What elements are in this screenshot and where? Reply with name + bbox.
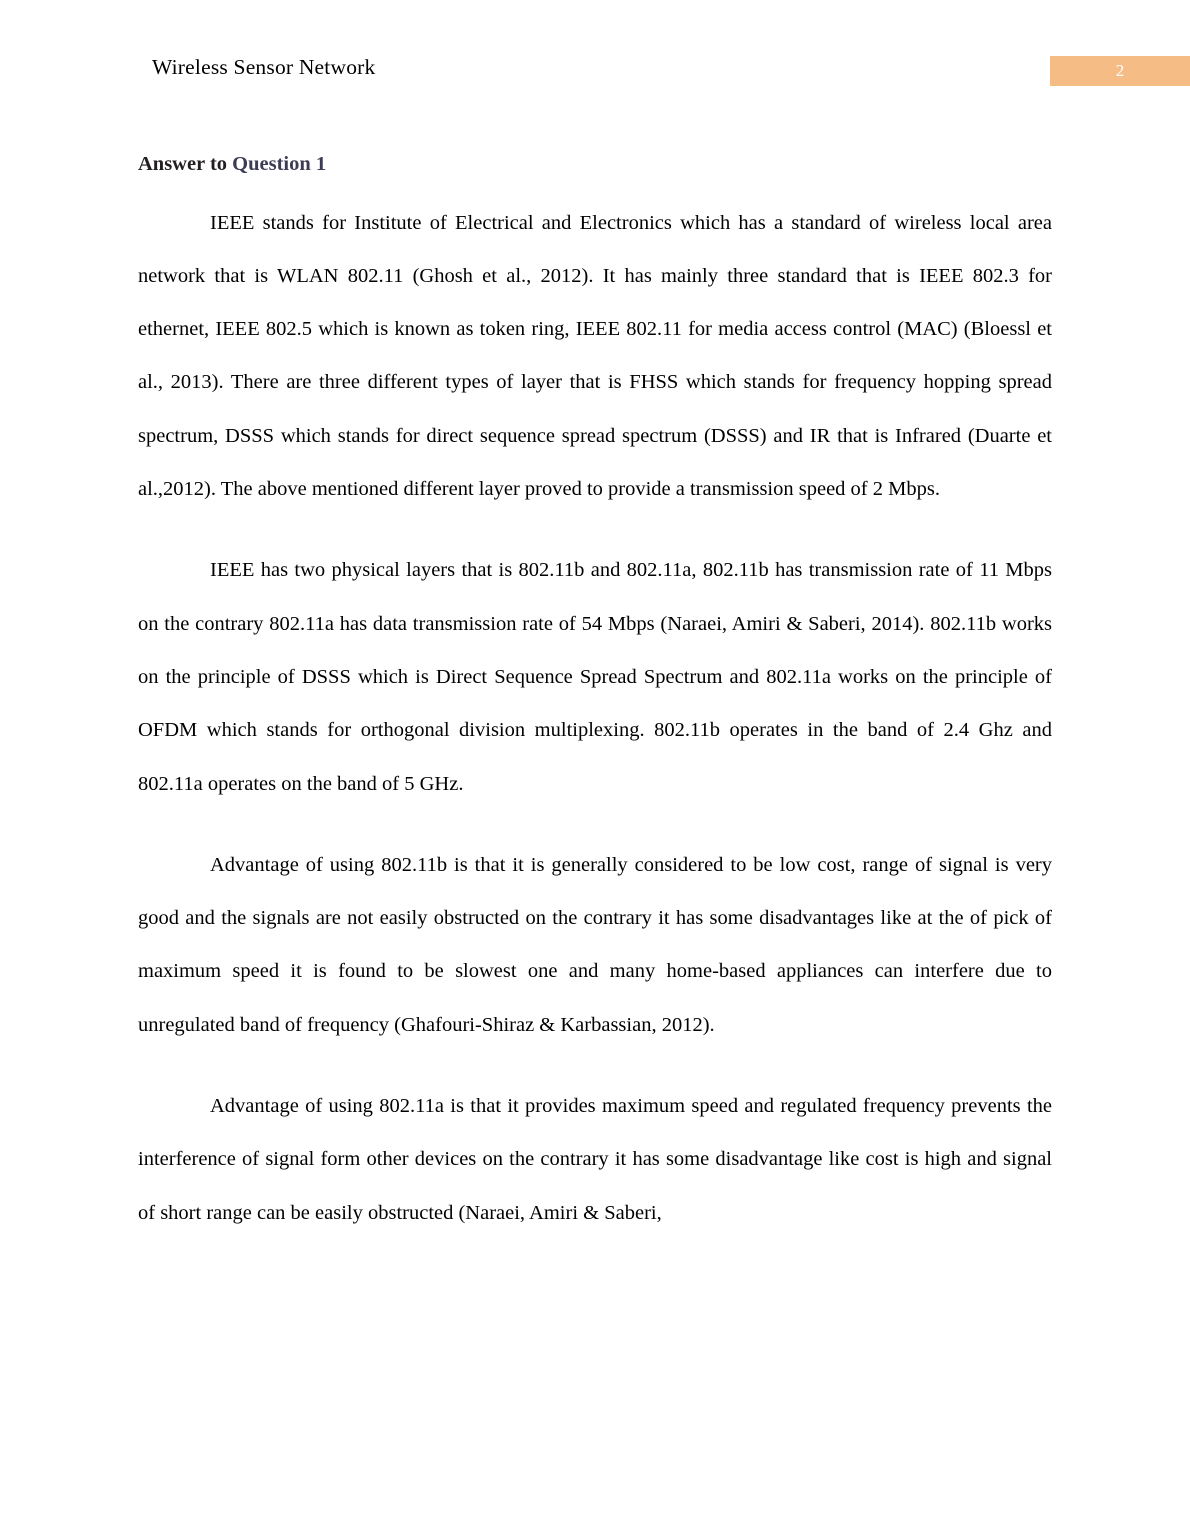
header-document-title: Wireless Sensor Network xyxy=(152,55,376,79)
paragraph: Advantage of using 802.11b is that it is generally considered to be low cost, range of signal is very good and the signals are not easily obstructed on the contrary it has some disadvantages like at the of pick of maximum speed it is found to be slowest one and many home-based appliances can interfere due to unregulated band of frequency (Ghafouri-Shiraz & Karbassian, 2012). xyxy=(138,853,1052,1036)
document-body xyxy=(138,152,1052,1240)
section-heading-prefix: Answer to xyxy=(138,153,233,175)
page-header xyxy=(0,0,1190,110)
paragraph: IEEE has two physical layers that is 802.11b and 802.11a, 802.11b has transmission rate of 11 Mbps on the contrary 802.11a has data transmission rate of 54 Mbps (Naraei, Amiri & Saberi, 2014). 802.11b works on the principle of DSSS which is Direct Sequence Spread Spectrum and 802.11a works on the principle of OFDM which stands for orthogonal division multiplexing. 802.11b operates in the band of 2.4 Ghz and 802.11a operates on the band of 5 GHz. xyxy=(138,559,1052,795)
paragraph: Advantage of using 802.11a is that it provides maximum speed and regulated frequency prevents the interference of signal form other devices on the contrary it has some disadvantage like cost is high and signal of short range can be easily obstructed (Naraei, Amiri & Saberi, xyxy=(138,1095,1052,1224)
section-heading xyxy=(138,152,1052,177)
paragraph: IEEE stands for Institute of Electrical and Electronics which has a standard of wireless local area network that is WLAN 802.11 (Ghosh et al., 2012). It has mainly three standard that is IEEE 802.3 for ethernet, IEEE 802.5 which is known as token ring, IEEE 802.11 for media access control (MAC) (Bloessl et al., 2013). There are three different types of layer that is FHSS which stands for frequency hopping spread spectrum, DSSS which stands for direct sequence spread spectrum (DSSS) and IR that is Infrared (Duarte et al.,2012). The above mentioned different layer proved to provide a transmission speed of 2 Mbps. xyxy=(138,211,1052,501)
page-number: 2 xyxy=(1115,61,1125,80)
section-heading-subject: Question 1 xyxy=(232,153,327,175)
